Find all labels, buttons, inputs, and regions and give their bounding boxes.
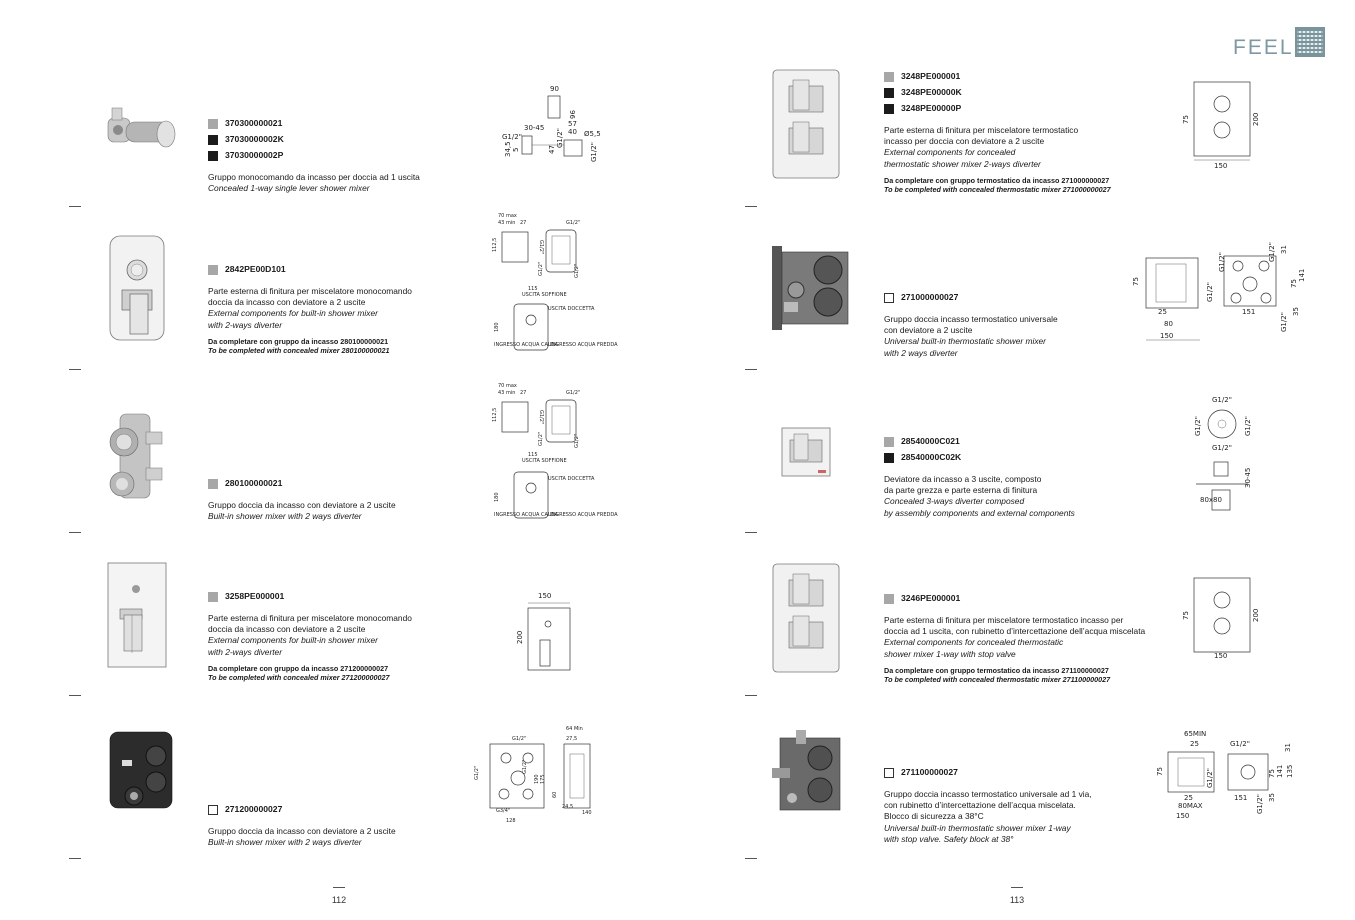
- svg-text:150: 150: [1214, 162, 1228, 170]
- product-code: 3248PE00000K: [884, 85, 1111, 101]
- svg-text:141: 141: [1298, 268, 1306, 282]
- finish-swatch: [884, 768, 894, 778]
- svg-text:75: 75: [1290, 279, 1298, 288]
- svg-text:200: 200: [1252, 112, 1260, 126]
- row-separator: [745, 369, 757, 370]
- product-description: Gruppo doccia incasso termostatico universale ad 1 via, con rubinetto d’intercettazione dell’acqua miscelata. Blocco di sicurezza a 38°C Universal built-in thermostatic shower mixer 1-way with stop valve. Safety block at 38°: [884, 789, 1092, 844]
- svg-text:96: 96: [568, 110, 576, 119]
- svg-text:200: 200: [516, 630, 524, 644]
- product-block: [208, 802, 396, 848]
- svg-text:G1/2": G1/2": [522, 759, 528, 774]
- svg-text:G1/2": G1/2": [502, 133, 522, 141]
- product-photo-concealed-body: [770, 242, 860, 339]
- svg-text:25: 25: [1190, 740, 1199, 748]
- product-description: Parte esterna di finitura per miscelatore termostatico incasso per doccia con deviatore a 2 uscite External components for concealed thermostatic shower mixer 2-ways diverter: [884, 125, 1079, 169]
- svg-text:64 Min: 64 Min: [566, 726, 583, 732]
- svg-text:G1/2": G1/2": [556, 128, 564, 148]
- svg-text:47: 47: [548, 145, 556, 154]
- product-code: 28540000C02K: [884, 450, 1075, 466]
- product-block: [208, 262, 412, 355]
- product-block: [884, 69, 1111, 194]
- svg-text:75: 75: [1182, 115, 1190, 124]
- finish-swatch: [884, 437, 894, 447]
- product-photo-diverter-plate: [780, 426, 832, 483]
- svg-text:31: 31: [1284, 743, 1292, 752]
- qr-code-icon[interactable]: [1295, 27, 1325, 57]
- product-block: [884, 765, 1092, 845]
- completion-note: Da completare con gruppo da incasso 271200000027 To be completed with concealed mixer 271200000027: [208, 663, 390, 682]
- product-description: Parte esterna di finitura per miscelatore monocomando doccia da incasso con deviatore a 2 uscite External components for built-in shower mixer with 2-ways diverter: [208, 286, 412, 330]
- technical-drawing: [1128, 236, 1308, 346]
- row-separator: [69, 858, 81, 859]
- finish-swatch: [208, 135, 218, 145]
- product-code: 3248PE00000P: [884, 101, 1111, 117]
- finish-swatch: [884, 72, 894, 82]
- product-photo-trim-plate: [771, 68, 841, 185]
- product-photo-trim-plate: [771, 562, 841, 679]
- svg-text:USCITA DOCCETTA: USCITA DOCCETTA: [548, 476, 595, 482]
- svg-text:43 min: 43 min: [498, 390, 516, 396]
- row-separator: [69, 206, 81, 207]
- svg-text:60: 60: [552, 791, 558, 798]
- completion-note: Da completare con gruppo da incasso 280100000021 To be completed with concealed mixer 280100000021: [208, 336, 390, 355]
- finish-swatch: [208, 265, 218, 275]
- svg-text:G1/2": G1/2": [538, 240, 544, 255]
- svg-text:190: 190: [534, 774, 540, 784]
- completion-note: Da completare con gruppo termostatico da incasso 271100000027 To be completed with concealed thermostatic mixer 271100000027: [884, 665, 1111, 684]
- finish-swatch: [208, 592, 218, 602]
- finish-swatch: [208, 119, 218, 129]
- svg-text:G1/2": G1/2": [512, 736, 527, 742]
- product-code: 271000000027: [884, 290, 1058, 306]
- row-separator: [69, 695, 81, 696]
- svg-text:27,5: 27,5: [566, 736, 578, 742]
- svg-text:USCITA SOFFIONE: USCITA SOFFIONE: [522, 458, 567, 464]
- product-code: 37030000002K: [208, 132, 420, 148]
- svg-text:57: 57: [568, 120, 577, 128]
- svg-text:G1/2": G1/2": [538, 261, 544, 276]
- svg-text:INGRESSO ACQUA CALDA: INGRESSO ACQUA CALDA: [494, 512, 558, 518]
- technical-drawing: [468, 724, 608, 828]
- technical-drawing: [1178, 574, 1268, 666]
- product-code: 280100000021: [208, 476, 396, 492]
- svg-text:24,5: 24,5: [562, 804, 574, 810]
- svg-text:112,5: 112,5: [492, 407, 498, 422]
- svg-text:31: 31: [1280, 245, 1288, 254]
- completion-note: Da completare con gruppo termostatico da incasso 271000000027 To be completed with concealed thermostatic mixer 271000000027: [884, 175, 1111, 194]
- svg-text:G1/2": G1/2": [1244, 416, 1252, 436]
- product-code: 37030000002P: [208, 148, 420, 164]
- technical-drawing: [488, 212, 618, 362]
- svg-text:Ø5,5: Ø5,5: [584, 130, 601, 138]
- svg-text:115: 115: [528, 286, 538, 292]
- svg-text:G1/2": G1/2": [566, 390, 581, 396]
- svg-text:27: 27: [520, 390, 527, 396]
- svg-text:G3/4": G3/4": [496, 808, 511, 814]
- product-code: 271100000027: [884, 765, 1092, 781]
- svg-text:G1/2": G1/2": [1280, 312, 1288, 332]
- svg-text:150: 150: [1214, 652, 1228, 660]
- product-description: Gruppo monocomando da incasso per doccia ad 1 uscita Concealed 1-way single lever shower mixer: [208, 172, 420, 194]
- svg-text:27: 27: [520, 220, 527, 226]
- finish-swatch: [884, 88, 894, 98]
- svg-text:180: 180: [494, 492, 500, 502]
- svg-text:80x80: 80x80: [1200, 496, 1222, 504]
- svg-text:140: 140: [582, 810, 592, 816]
- product-description: Deviatore da incasso a 3 uscite, composto da parte grezza e parte esterna di finitura Concealed 3-ways diverter composed by assembly components and external components: [884, 474, 1075, 518]
- svg-text:G1/2": G1/2": [1206, 282, 1214, 302]
- finish-swatch: [208, 151, 218, 161]
- technical-drawing: [500, 84, 610, 164]
- page-number-right: 113: [1002, 895, 1032, 905]
- svg-text:150: 150: [1176, 812, 1190, 820]
- row-separator: [745, 695, 757, 696]
- svg-text:43 min: 43 min: [498, 220, 516, 226]
- svg-text:35: 35: [1292, 307, 1300, 316]
- product-description: Parte esterna di finitura per miscelatore monocomando doccia da incasso con deviatore a 2 uscite External components for built-in shower mixer with 2-ways diverter: [208, 613, 412, 657]
- svg-text:25: 25: [1184, 794, 1193, 802]
- technical-drawing: [1178, 78, 1268, 170]
- svg-text:115: 115: [528, 452, 538, 458]
- svg-text:151: 151: [1234, 794, 1248, 802]
- svg-text:INGRESSO ACQUA CALDA: INGRESSO ACQUA CALDA: [494, 342, 558, 348]
- svg-text:G1/2": G1/2": [1256, 794, 1264, 814]
- svg-text:G1/2": G1/2": [1212, 396, 1232, 404]
- svg-text:30-45: 30-45: [524, 124, 545, 132]
- svg-text:34,5: 34,5: [504, 141, 512, 157]
- svg-text:200: 200: [1252, 608, 1260, 622]
- svg-text:G1/2": G1/2": [1230, 740, 1250, 748]
- svg-text:65MIN: 65MIN: [1184, 730, 1207, 738]
- product-block: [208, 116, 420, 194]
- technical-drawing: [1186, 392, 1266, 516]
- finish-swatch: [884, 594, 894, 604]
- svg-text:5: 5: [512, 147, 520, 152]
- svg-text:150: 150: [1160, 332, 1174, 340]
- svg-text:40: 40: [568, 128, 577, 136]
- svg-text:75: 75: [1182, 611, 1190, 620]
- svg-text:G1/2": G1/2": [538, 410, 544, 425]
- product-description: Parte esterna di finitura per miscelatore termostatico incasso per doccia ad 1 uscita, con rubinetto d’intercettazione dell’acqua miscelata External components for concealed thermostatic shower mixer 1-way with stop valve: [884, 615, 1146, 659]
- product-block: [208, 476, 396, 522]
- product-photo-concealed-body: [106, 726, 180, 823]
- page-number-left: 112: [324, 895, 354, 905]
- row-separator: [745, 858, 757, 859]
- product-block: [884, 290, 1058, 359]
- brand-title: FEEL: [1233, 36, 1294, 59]
- product-description: Gruppo doccia da incasso con deviatore a 2 uscite Built-in shower mixer with 2 ways diverter: [208, 500, 396, 522]
- technical-drawing: [488, 382, 618, 532]
- technical-drawing: [510, 588, 580, 678]
- svg-text:75: 75: [1156, 767, 1164, 776]
- svg-text:128: 128: [506, 818, 516, 824]
- product-photo-concealed-body: [770, 728, 860, 825]
- product-block: [208, 589, 412, 682]
- svg-text:G1/2": G1/2": [566, 220, 581, 226]
- svg-text:INGRESSO ACQUA FREDDA: INGRESSO ACQUA FREDDA: [550, 512, 618, 518]
- svg-text:135: 135: [1286, 764, 1294, 778]
- technical-drawing: [1148, 728, 1308, 822]
- product-code: 271200000027: [208, 802, 396, 818]
- svg-text:G1/2": G1/2": [1268, 242, 1276, 262]
- svg-text:USCITA DOCCETTA: USCITA DOCCETTA: [548, 306, 595, 312]
- svg-text:112,5: 112,5: [492, 237, 498, 252]
- product-photo-concealed-mixer: [100, 104, 180, 169]
- svg-text:150: 150: [538, 592, 552, 600]
- svg-text:75: 75: [1268, 769, 1276, 778]
- product-code: 3246PE000001: [884, 591, 1145, 607]
- svg-text:25: 25: [1158, 308, 1167, 316]
- product-photo-concealed-body: [100, 408, 170, 509]
- svg-text:INGRESSO ACQUA FREDDA: INGRESSO ACQUA FREDDA: [550, 342, 618, 348]
- row-separator: [69, 532, 81, 533]
- product-photo-trim-plate: [106, 561, 168, 674]
- svg-text:G1/2": G1/2": [474, 765, 480, 780]
- product-photo-trim-plate: [108, 234, 168, 349]
- svg-text:75: 75: [1132, 277, 1140, 286]
- product-code: 28540000C021: [884, 434, 1075, 450]
- product-description: Gruppo doccia da incasso con deviatore a 2 uscite Built-in shower mixer with 2 ways diverter: [208, 826, 396, 848]
- svg-text:151: 151: [1242, 308, 1256, 316]
- svg-text:G1/2": G1/2": [1212, 444, 1232, 452]
- product-block: [884, 591, 1145, 684]
- svg-text:30-45: 30-45: [1244, 467, 1252, 488]
- svg-text:70 max: 70 max: [498, 383, 517, 389]
- finish-swatch: [884, 104, 894, 114]
- finish-swatch: [884, 453, 894, 463]
- svg-text:80MAX: 80MAX: [1178, 802, 1203, 810]
- svg-text:35: 35: [1268, 793, 1276, 802]
- svg-text:90: 90: [550, 85, 559, 93]
- svg-text:70 max: 70 max: [498, 213, 517, 219]
- product-code: 3248PE000001: [884, 69, 1111, 85]
- svg-text:80: 80: [1164, 320, 1173, 328]
- svg-text:G1/2": G1/2": [1218, 252, 1226, 272]
- svg-text:G1/2": G1/2": [538, 431, 544, 446]
- product-code: 370300000021: [208, 116, 420, 132]
- svg-text:141: 141: [1276, 764, 1284, 778]
- finish-swatch: [208, 479, 218, 489]
- svg-text:G1/2": G1/2": [574, 263, 580, 278]
- svg-text:G1/2": G1/2": [1206, 768, 1214, 788]
- product-block: [884, 434, 1075, 519]
- row-separator: [69, 369, 81, 370]
- svg-text:USCITA SOFFIONE: USCITA SOFFIONE: [522, 292, 567, 298]
- svg-text:G1/2": G1/2": [590, 142, 598, 162]
- product-code: 3258PE000001: [208, 589, 412, 605]
- svg-text:175: 175: [540, 774, 546, 784]
- finish-swatch: [884, 293, 894, 303]
- row-separator: [745, 206, 757, 207]
- svg-text:G1/2": G1/2": [1194, 416, 1202, 436]
- finish-swatch: [208, 805, 218, 815]
- product-code: 2842PE00D101: [208, 262, 412, 278]
- svg-text:180: 180: [494, 322, 500, 332]
- product-description: Gruppo doccia incasso termostatico universale con deviatore a 2 uscite Universal built-in thermostatic shower mixer with 2 ways diverter: [884, 314, 1058, 358]
- row-separator: [745, 532, 757, 533]
- svg-text:G1/2": G1/2": [574, 433, 580, 448]
